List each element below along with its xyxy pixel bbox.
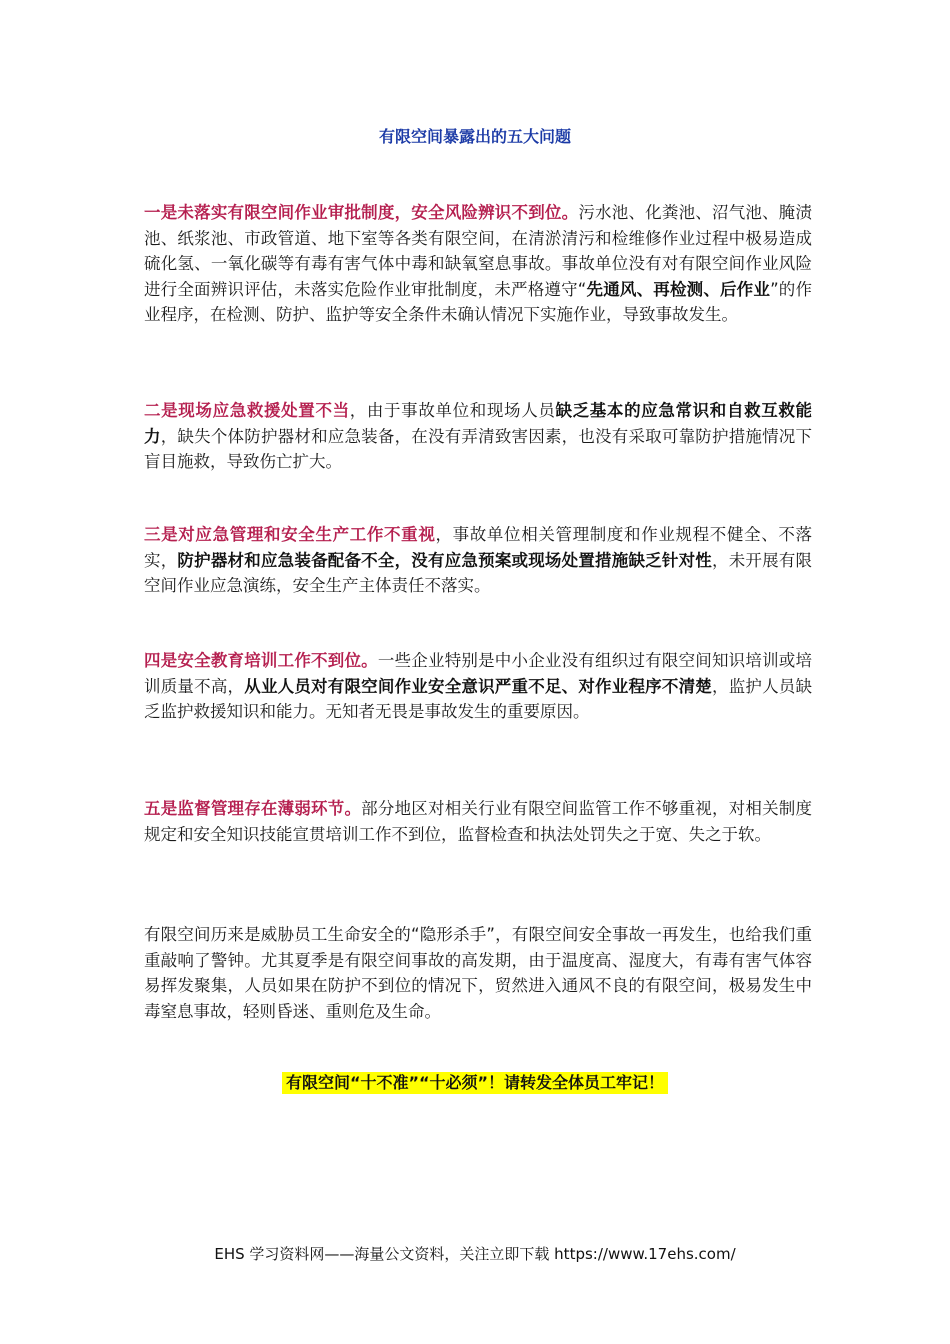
- problem-3-text-b: ，未开展有限空间作业应急演练，安全生产主体责任不落实。: [144, 550, 813, 595]
- problem-3-lead: 三是对应急管理和安全生产工作不重视: [144, 525, 436, 544]
- problem-paragraph-3: [144, 522, 812, 599]
- problem-5-lead: 五是监督管理存在薄弱环节。: [144, 799, 362, 818]
- problem-paragraph-2: [144, 398, 812, 475]
- closing-paragraph: 有限空间历来是威胁员工生命安全的“隐形杀手”，有限空间安全事故一再发生，也给我们重重敲响了警钟。尤其夏季是有限空间事故的高发期，由于温度高、湿度大，有毒有害气体容易挥发聚集，人员如果在防护不到位的情况下，贸然进入通风不良的有限空间，极易发生中毒窒息事故，轻则昏迷、重则危及生命。: [144, 925, 812, 1021]
- problem-2-text-a: ，由于事故单位和现场人员: [349, 401, 556, 420]
- problem-paragraph-5: [144, 796, 812, 847]
- footer-text: EHS 学习资料网——海量公文资料，关注立即下载 https://www.17ehs.com/: [214, 1245, 736, 1263]
- problem-1-emphasis: 先通风、再检测、后作业: [586, 279, 771, 299]
- problem-3-text-a: ，事故单位相关管理制度和作业规程不健全、不落实，: [144, 525, 813, 570]
- page-title: 有限空间暴露出的五大问题: [378, 127, 571, 146]
- problem-5-text-a: 部分地区对相关行业有限空间监管工作不够重视，对相关制度规定和安全知识技能宣贯培训工作不到位，监督检查和执法处罚失之于宽、失之于软。: [144, 799, 813, 844]
- problem-paragraph-1: [144, 200, 812, 328]
- problem-1-text-b: ”的作业程序，在检测、防护、监护等安全条件未确认情况下实施作业，导致事故发生。: [144, 279, 812, 324]
- problem-2-emphasis: 缺乏基本的应急常识和自救互救能力: [144, 401, 813, 446]
- problem-4-text-b: ，监护人员缺乏监护救援知识和能力。无知者无畏是事故发生的重要原因。: [144, 676, 813, 721]
- problem-4-lead: 四是安全教育培训工作不到位。: [144, 651, 378, 670]
- problem-3-emphasis: 防护器材和应急装备配备不全，没有应急预案或现场处置措施缺乏针对性: [177, 550, 712, 570]
- problem-1-text-a: 污水池、化粪池、沼气池、腌渍池、纸浆池、市政管道、地下室等各类有限空间，在清淤清污和检维修作业过程中极易造成硫化氢、一氧化碳等有毒有害气体中毒和缺氧窒息事故。事故单位没有对有限空间作业风险进行全面辨识评估，未落实危险作业审批制度，未严格遵守“: [144, 203, 813, 299]
- problem-4-emphasis: 从业人员对有限空间作业安全意识严重不足、对作业程序不清楚: [244, 676, 712, 696]
- problem-2-lead: 二是现场应急救援处置不当: [144, 401, 350, 420]
- problem-paragraph-4: [144, 648, 812, 725]
- problem-2-text-b: ，缺失个体防护器材和应急装备，在没有弄清致害因素，也没有采取可靠防护措施情况下盲目施救，导致伤亡扩大。: [144, 426, 813, 471]
- callout-container: [0, 1072, 950, 1094]
- problem-1-lead: 一是未落实有限空间作业审批制度，安全风险辨识不到位。: [144, 203, 579, 222]
- problem-4-text-a: 一些企业特别是中小企业没有组织过有限空间知识培训或培训质量不高，: [144, 651, 813, 696]
- highlight-callout: 有限空间“十不准”“十必须”！请转发全体员工牢记！: [282, 1072, 668, 1094]
